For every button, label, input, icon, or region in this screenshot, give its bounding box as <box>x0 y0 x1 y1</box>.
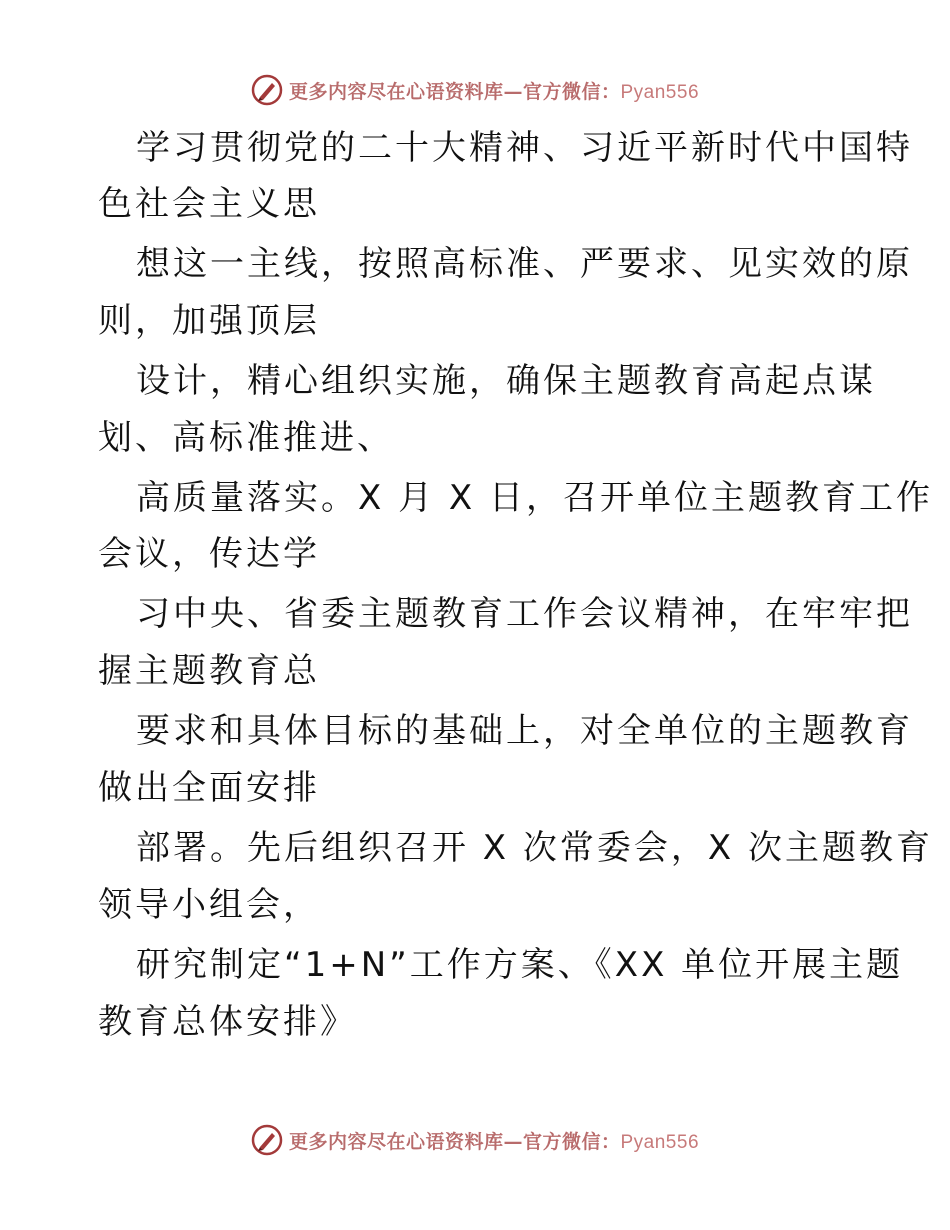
text-line: 则，加强顶层 <box>98 301 320 341</box>
pen-logo-icon <box>251 74 283 106</box>
text-line: 领导小组会， <box>98 885 320 925</box>
pen-logo-icon <box>251 1124 283 1156</box>
text-line: 习中央、省委主题教育工作会议精神，在牢牢把 <box>136 594 913 634</box>
watermark-text: 更多内容尽在心语资料库—官方微信：Pyan556 <box>288 80 700 103</box>
header-watermark <box>0 72 950 108</box>
text-line: 做出全面安排 <box>98 768 320 808</box>
text-line: 要求和具体目标的基础上，对全单位的主题教育 <box>136 711 913 751</box>
text-line: 会议，传达学 <box>98 534 320 574</box>
text-line: 色社会主义思 <box>98 184 320 224</box>
text-line: 握主题教育总 <box>98 651 320 691</box>
text-line: 部署。先后组织召开 X 次常委会，X 次主题教育 <box>136 828 934 868</box>
text-line: 高质量落实。X 月 X 日，召开单位主题教育工作 <box>136 478 934 518</box>
watermark-text: 更多内容尽在心语资料库—官方微信：Pyan556 <box>288 1130 700 1153</box>
text-line: 学习贯彻党的二十大精神、习近平新时代中国特 <box>136 128 913 168</box>
text-line: 教育总体安排》 <box>98 1002 357 1042</box>
text-line: 设计，精心组织实施，确保主题教育高起点谋 <box>136 361 876 401</box>
text-line: 想这一主线，按照高标准、严要求、见实效的原 <box>136 244 913 284</box>
text-line: 划、高标准推进、 <box>98 418 394 458</box>
footer-watermark <box>0 1122 950 1158</box>
text-line: 研究制定“1+N”工作方案、《XX 单位开展主题 <box>136 945 904 985</box>
